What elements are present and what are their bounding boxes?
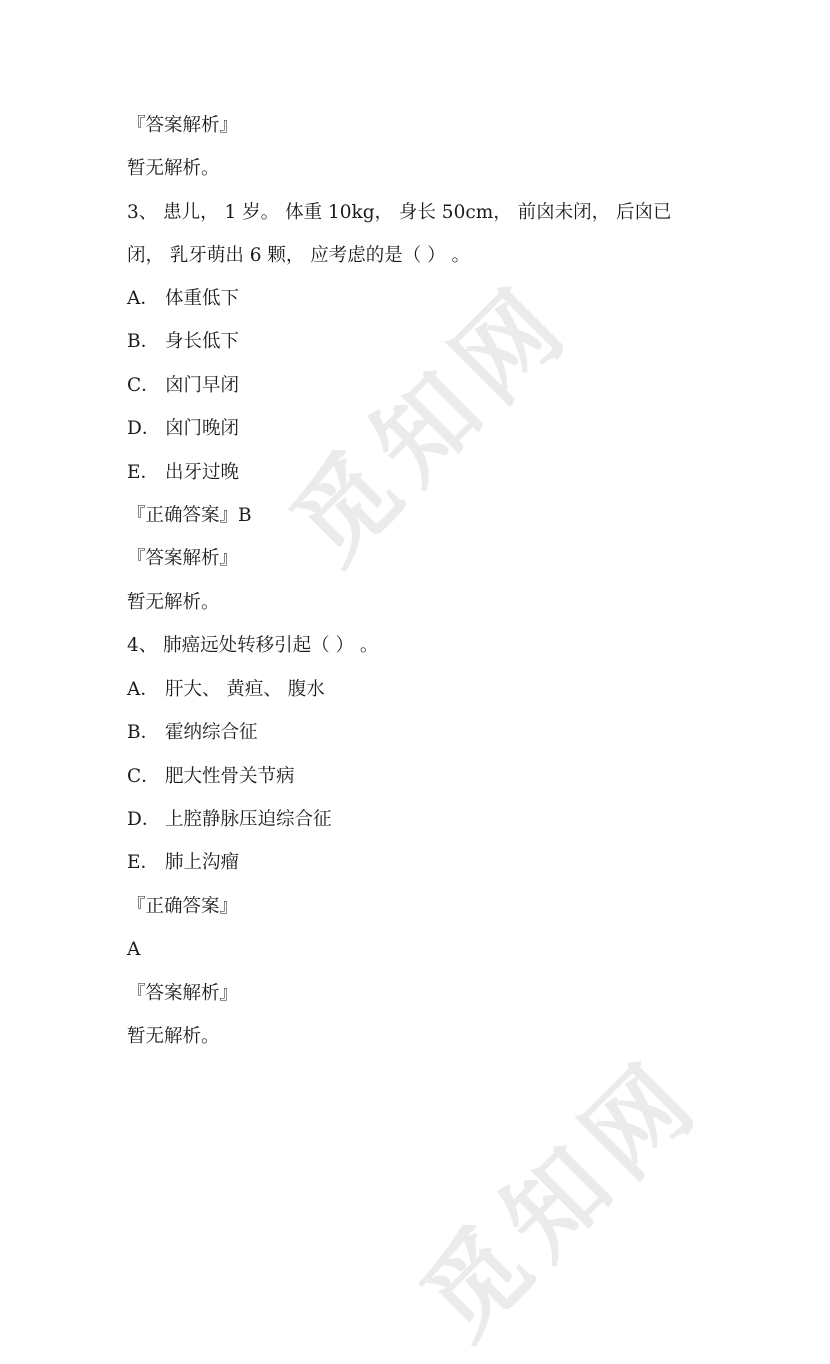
option-key: A． (127, 679, 159, 700)
correct-answer-label: 『正确答案』B (127, 505, 252, 526)
question-4-stem: 4、 肺癌远处转移引起（ ） 。 (127, 635, 379, 656)
question-3-stem-line-2: 闭， 乳牙萌出 6 颗， 应考虑的是（ ） 。 (127, 245, 471, 266)
analysis-text: 暂无解析。 (127, 1026, 220, 1047)
answer-analysis-label: 『答案解析』 (127, 115, 239, 136)
option-key: B． (127, 722, 160, 743)
option-key: E． (127, 852, 160, 873)
option-key: C． (127, 766, 160, 787)
option-key: E． (127, 462, 160, 483)
option-c (127, 764, 295, 790)
option-text: 肝大、 黄疸、 腹水 (165, 679, 325, 700)
option-d (127, 807, 332, 833)
correct-answer-value: A (127, 939, 141, 960)
option-text: 上腔静脉压迫综合征 (165, 809, 332, 830)
answer-analysis-label: 『答案解析』 (127, 548, 239, 569)
option-key: D． (127, 418, 161, 439)
option-a (127, 677, 325, 703)
option-b (127, 329, 239, 355)
option-e (127, 460, 239, 486)
analysis-text: 暂无解析。 (127, 158, 220, 179)
option-key: D． (127, 809, 161, 830)
analysis-text: 暂无解析。 (127, 592, 220, 613)
option-a (127, 286, 239, 312)
option-text: 肥大性骨关节病 (165, 766, 295, 787)
option-key: A． (127, 288, 159, 309)
option-key: B． (127, 331, 160, 352)
option-text: 囟门早闭 (165, 375, 240, 396)
watermark: 觅知网 (269, 260, 595, 586)
option-d (127, 416, 239, 442)
option-c (127, 373, 239, 399)
option-text: 身长低下 (165, 331, 240, 352)
question-3-stem-line-1: 3、 患儿， 1 岁。 体重 10kg， 身长 50cm， 前囟未闭， 后囟已 (127, 202, 672, 223)
option-text: 霍纳综合征 (165, 722, 258, 743)
option-text: 肺上沟瘤 (165, 852, 240, 873)
watermark: 觅知网 (399, 1035, 725, 1361)
option-e (127, 850, 239, 876)
option-text: 体重低下 (165, 288, 240, 309)
answer-analysis-label: 『答案解析』 (127, 983, 239, 1004)
option-key: C． (127, 375, 160, 396)
option-b (127, 720, 258, 746)
option-text: 出牙过晚 (165, 462, 240, 483)
correct-answer-label: 『正确答案』 (127, 896, 239, 917)
option-text: 囟门晚闭 (165, 418, 240, 439)
